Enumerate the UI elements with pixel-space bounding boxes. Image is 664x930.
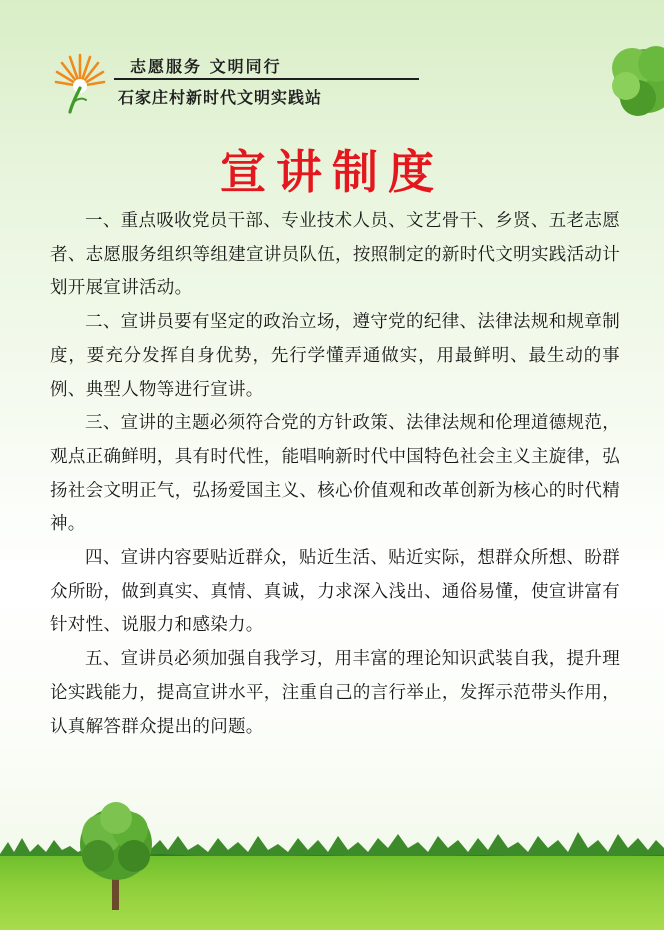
- slogan: 志愿服务 文明同行: [130, 57, 282, 76]
- paragraph-2: 二、宣讲员要有坚定的政治立场，遵守党的纪律、法律法规和规章制度，要充分发挥自身优势，先行学懂弄通做实，用最鲜明、最生动的事例、典型人物等进行宣讲。: [50, 312, 620, 400]
- header-divider: [114, 78, 419, 80]
- page-title: 宣讲制度: [220, 145, 444, 199]
- tree-icon: [70, 800, 162, 912]
- paragraph-1: 一、重点吸收党员干部、专业技术人员、文艺骨干、乡贤、五老志愿者、志愿服务组织等组建宣讲员队伍，按照制定的新时代文明实践活动计划开展宣讲活动。: [50, 211, 620, 299]
- station-name: 石家庄村新时代文明实践站: [118, 88, 323, 107]
- volunteer-sunburst-logo-icon: [52, 52, 108, 114]
- paragraph-4: 四、宣讲内容要贴近群众，贴近生活、贴近实际，想群众所想、盼群众所盼，做到真实、真情、真诚，力求深入浅出、通俗易懂，使宣讲富有针对性、说服力和感染力。: [50, 548, 620, 636]
- header: [52, 50, 382, 120]
- corner-tree-decoration: [596, 36, 664, 136]
- paragraph-5: 五、宣讲员必须加强自我学习，用丰富的理论知识武装自我，提升理论实践能力，提高宣讲水平，注重自己的言行举止，发挥示范带头作用，认真解答群众提出的问题。: [50, 649, 620, 737]
- paragraph-3: 三、宣讲的主题必须符合党的方针政策、法律法规和伦理道德规范，观点正确鲜明，具有时代性，能唱响新时代中国特色社会主义主旋律，弘扬社会文明正气，弘扬爱国主义、核心价值观和改革创新为核心的时代精神。: [50, 413, 620, 535]
- regulation-body: [50, 205, 620, 744]
